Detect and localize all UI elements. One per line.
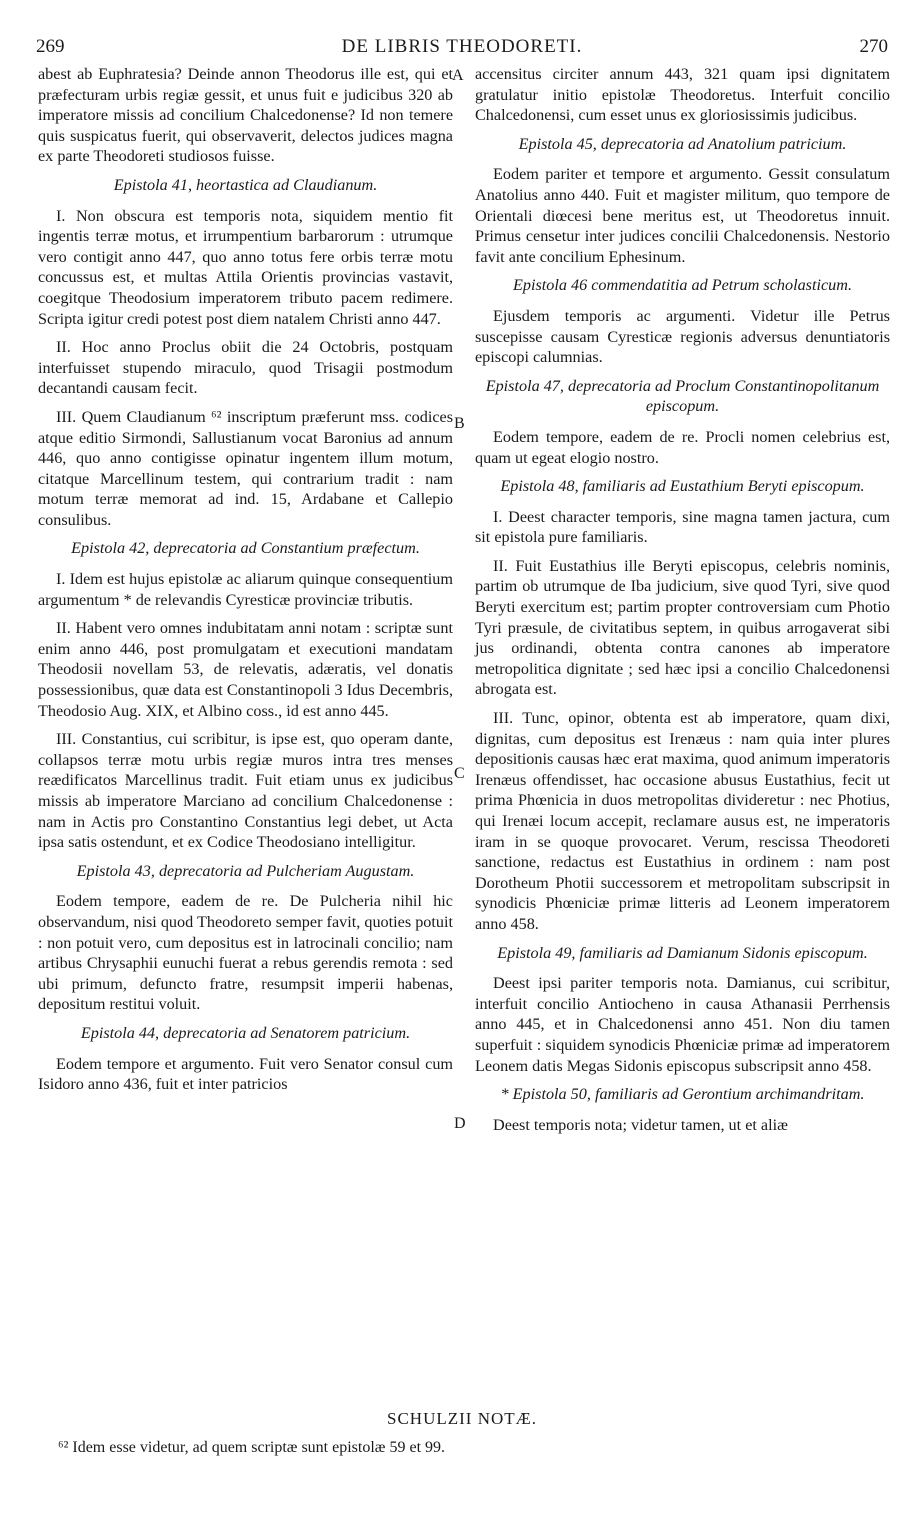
paragraph: I. Idem est hujus epistolæ ac aliarum quinque consequentium argumentum * de relevandis Cyresticæ provinciæ tributis. (38, 570, 453, 609)
margin-marker-c: C (454, 765, 465, 782)
running-header (36, 34, 888, 60)
paragraph: Eodem tempore, eadem de re. De Pulcheria nihil hic observandum, nisi quod Theodoreto semper favit, quoties potuit : non potuit vero, cum depositus est in latrocinali concilio; nam artibus Chrysaphii eunuchi fuerat a rebus gerendis remota : sed ubi primum, defuncto fratre, resumpsit imperii habenas, depositum restitui voluit. (38, 892, 453, 1014)
paragraph: Deest temporis nota; videtur tamen, ut et aliæ (493, 1115, 788, 1134)
footnote: ⁶² Idem esse videtur, ad quem scriptæ sunt epistolæ 59 et 99. (58, 1439, 446, 1456)
paragraph: I. Deest character temporis, sine magna tamen jactura, cum sit epistola pure familiaris. (475, 507, 890, 547)
page-title: DE LIBRIS THEODORETI. (341, 36, 583, 57)
left-column (38, 64, 453, 1103)
page-number-left: 269 (36, 36, 65, 57)
paragraph: Eodem tempore et argumento. Fuit vero Senator consul cum Isidoro anno 436, fuit et inter patricios (38, 1054, 453, 1094)
section-heading: * Epistola 50, familiaris ad Gerontium archimandritam. (500, 1085, 865, 1104)
paragraph: II. Habent vero omnes indubitatam anni notam : scriptæ sunt enim anno 446, post promulgatam et executioni mandatam Theodosii novellam 53, de relevatis, adæratis, vel donatis possessionibus, quæ data est Constantinopoli 3 Idus Decembris, Theodosio Aug. XIX, et Albino coss., id est anno 445. (38, 619, 453, 720)
section-heading: Epistola 46 commendatitia ad Petrum scholasticum. (512, 276, 852, 295)
paragraph: Ejusdem temporis ac argumenti. Videtur ille Petrus suscepisse causam Cyresticæ regionis adversus denuntiatoris episcopi calumnias. (475, 306, 890, 367)
margin-marker-d: D (454, 1115, 466, 1132)
section-heading: Epistola 41, heortastica ad Claudianum. (113, 175, 378, 194)
paragraph: abest ab Euphratesia? Deinde annon Theodorus ille est, qui et præfecturam urbis regiæ gessit, et unus fuit e judicibus 320 ab imperatore missis ad concilium Chalcedonense? Id non temere quis suspicatus fuerit, qui observaverit, delectos judices magna ex parte Theodoreti studiosos fuisse. (38, 65, 453, 166)
paragraph: accensitus circiter annum 443, 321 quam ipsi dignitatem gratulatur initio epistolæ Theodoretus. Interfuit concilio Chalcedonensi, cum esset unus ex gloriosissimis judicibus. (475, 65, 890, 125)
section-heading: Epistola 45, deprecatoria ad Anatolium patricium. (518, 134, 847, 153)
margin-marker-b: B (454, 415, 465, 432)
paragraph: III. Tunc, opinor, obtenta est ab imperatore, quam dixi, dignitas, cum depositus est Irenæus : nam quia inter plures depositionis causas hæc erat maxima, quod animum imperatoris Irenæus offendisset, hac occasione abusus Eustathius, fecit ut prima Phœnicia in duos metropolitas divideretur : nec Photius, qui Irenæi locum accepit, reclamare ausus est, ne imperatoris iram in se quoque provocaret. Verum, rescissa Theodoreti sanctione, redactus est Eustathius in ordinem : nam post Dorotheum Photii successorem et metropolitam subscripsit in synodicis Phœniciæ primæ litteris ad Leonem imperatorem anno 458. (475, 709, 890, 933)
section-heading: Epistola 43, deprecatoria ad Pulcheriam Augustam. (76, 861, 415, 880)
paragraph: Eodem tempore, eadem de re. Procli nomen celebrius est, quam ut egeat elogio nostro. (475, 427, 890, 467)
paragraph: II. Fuit Eustathius ille Beryti episcopus, celebris nominis, partim ob utrumque de Iba judicium, sive quod Tyri, sive quod Beryti exercitum est; partim propter controversiam cum Photio Tyri præsule, de civitatibus septem, in quibus arrogaverat sibi jus ordinandi, obtenta contra canones ab imperatore metropolitica dignitate ; sed hæc ipsi a concilio Chalcedonensi abrogata est. (475, 556, 890, 699)
paragraph: III. Quem Claudianum ⁶² inscriptum præferunt mss. codices atque editio Sirmondi, Sallustianum vocat Baronius ad annum 446, quo anno contigisse opinatur ingentem illum motum, citatque Marcellinum testem, qui contrarium tradit : nam motum terræ memorat ad ind. 15, Ardabane et Callepio consulibus. (38, 407, 453, 529)
paragraph: Deest ipsi pariter temporis nota. Damianus, cui scribitur, interfuit concilio Antiocheno in causa Athanasii Perrhensis anno 445, et in Chalcedonensi anno 451. Non diu tamen superfuit : siquidem synodicis Phœniciæ primæ ad imperatorem Leonem datis Megas Sidonis episcopus subscripsit anno 458. (475, 974, 890, 1075)
section-heading: Epistola 44, deprecatoria ad Senatorem patricium. (80, 1023, 411, 1042)
page-number-right: 270 (859, 36, 888, 57)
section-heading: Epistola 48, familiaris ad Eustathium Beryti episcopum. (500, 477, 865, 496)
paragraph: II. Hoc anno Proclus obiit die 24 Octobris, postquam interfuisset stupendo miraculo, quod Trisagii postmodum decantandi causam fecit. (38, 338, 453, 398)
paragraph: Eodem pariter et tempore et argumento. Gessit consulatum Anatolius anno 440. Fuit et magister militum, quo tempore de Orientali diœcesi bene meritus est, ut Theodoretus innuit. Primus censetur inter judices concilii Chalcedonensis. Nestorio favit ante concilium Ephesinum. (475, 165, 890, 266)
notes-heading: SCHULZII NOTÆ. (387, 1409, 537, 1428)
right-column (475, 64, 890, 1143)
section-heading: Epistola 49, familiaris ad Damianum Sidonis episcopum. (497, 943, 868, 962)
margin-marker-a: A (452, 67, 464, 84)
paragraph: III. Constantius, cui scribitur, is ipse est, quo operam dante, collapsos terræ motu urbis regiæ muros intra tres menses reædificatos Marcellinus tradit. Fuit etiam unus ex judicibus missis ab imperatore Marciano ad concilium Chalcedonense : nam in Actis pro Constantino Constantius legi debet, ut Acta ipsa satis ostendunt, et ex Codice Theodosiano intelligitur. (38, 730, 453, 852)
section-heading: Epistola 42, deprecatoria ad Constantium præfectum. (71, 539, 420, 558)
paragraph: I. Non obscura est temporis nota, siquidem mentio fit ingentis terræ motus, et irrumpentium barbarorum : utrumque vero contigit anno 447, quo anno totus fere orbis terræ motu concussus est, et multas Attila Orientis provincias vastavit, coegitque Theodosium imperatorem tributo pacem redimere. Scripta igitur credi potest post diem natalem Christi anno 447. (38, 206, 453, 328)
section-heading: Epistola 47, deprecatoria ad Proclum Constantinopolitanum episcopum. (485, 376, 880, 416)
